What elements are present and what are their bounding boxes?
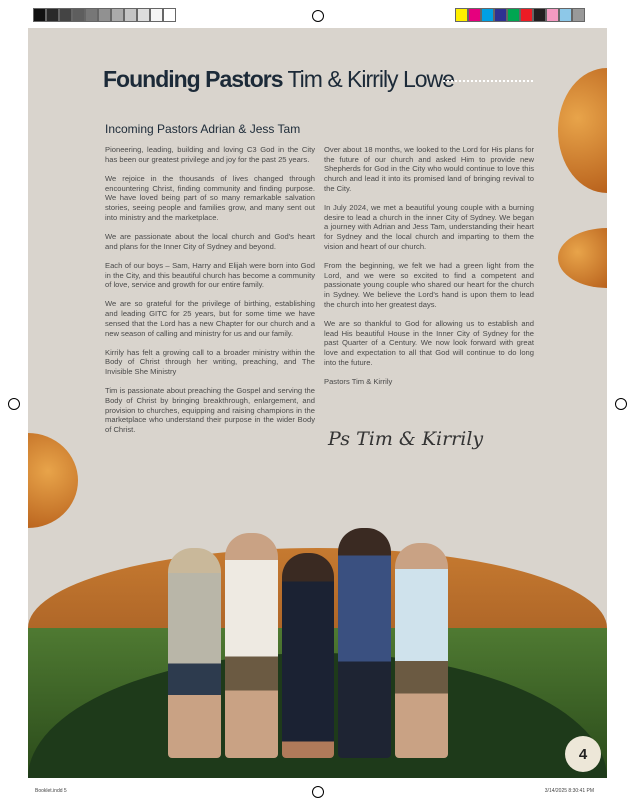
- registration-mark-icon: [312, 786, 324, 798]
- paragraph: Tim is passionate about preaching the Gospel and serving the Body of Christ by bringing breakthrough, enlargement, and provision to churches, equipping and raising champions in the marketplace who understand their purpose in the wider Body of Christ.: [105, 386, 315, 435]
- decorative-orb: [558, 228, 607, 288]
- color-swatch: [494, 8, 507, 22]
- registration-mark-icon: [615, 398, 627, 410]
- dotted-divider: [443, 80, 533, 82]
- color-swatch: [481, 8, 494, 22]
- paragraph: We are so grateful for the privilege of birthing, establishing and leading GITC for 25 years, but for some time we have sensed that the Lord has a new Chapter for our church and a new season of calling and ministry for us and our family.: [105, 299, 315, 338]
- color-bar: [455, 8, 585, 22]
- right-column: [324, 145, 534, 396]
- footer-filename: Booklet.indd 5: [35, 788, 67, 794]
- color-swatch: [572, 8, 585, 22]
- page-title: Founding Pastors Tim & Kirrily Lowe: [103, 66, 454, 92]
- color-swatch: [520, 8, 533, 22]
- paragraph: We are so thankful to God for allowing us to establish and lead His beautiful House in the Inner City of Sydney for the past Quarter of a Century. We now look forward with great love and expectation to all that God will continue to do long into the future.: [324, 319, 534, 367]
- paragraph: From the beginning, we felt we had a green light from the Lord, and we were so excited to find a competent and passionate young couple who shared our heart for the church in Sydney. We believe the Lord's hand is upon them to lead the church into her greatest days.: [324, 261, 534, 309]
- subtitle: Incoming Pastors Adrian & Jess Tam: [105, 122, 301, 136]
- booklet-page: [28, 28, 607, 778]
- paragraph: In July 2024, we met a beautiful young couple with a burning desire to lead a church in the inner City of Sydney. We began a journey with Adrian and Jess Tam, understanding their heart for Sydney and the local church and imparting to them the vision and heart of our church.: [324, 203, 534, 251]
- decorative-orb: [558, 68, 607, 193]
- paragraph: Each of our boys – Sam, Harry and Elijah were born into God in the City, and this beautiful church has become a community of love, service and growth for our entire family.: [105, 260, 315, 290]
- color-swatch: [533, 8, 546, 22]
- signature: Ps Tim & Kirrily: [328, 428, 484, 450]
- left-column: [105, 145, 315, 444]
- grayscale-bar: [33, 8, 176, 22]
- color-swatch: [455, 8, 468, 22]
- paragraph: Kirrily has felt a growing call to a broader ministry within the Body of Christ through her writing, preaching, and The Invisible She Ministry: [105, 347, 315, 377]
- paragraph: We are passionate about the local church and God's heart and plans for the Inner City of Sydney and beyond.: [105, 231, 315, 251]
- color-swatch: [546, 8, 559, 22]
- color-swatch: [507, 8, 520, 22]
- color-swatch: [468, 8, 481, 22]
- color-swatch: [559, 8, 572, 22]
- registration-mark-icon: [312, 10, 324, 22]
- registration-mark-icon: [8, 398, 20, 410]
- sign-off: Pastors Tim & Kirrily: [324, 377, 393, 387]
- decorative-orb: [28, 433, 78, 528]
- footer-timestamp: 3/14/2025 8:30:41 PM: [544, 788, 594, 794]
- page-number: 4: [565, 736, 601, 772]
- paragraph: Over about 18 months, we looked to the Lord for His plans for the future of our church and asked Him to provide new Shepherds for God in the City who would continue to love this church and lead it into its promised land of bringing revival to the City.: [324, 145, 534, 193]
- paragraph: We rejoice in the thousands of lives changed through encountering Christ, finding community and finding purpose. We have loved being part of so many remarkable salvation stories, seeing people and families grow, and many sent out into ministry and the marketplace.: [105, 173, 315, 222]
- paragraph: Pioneering, leading, building and loving C3 God in the City has been our greatest privilege and joy for the past 25 years.: [105, 145, 315, 164]
- family-photo: [168, 503, 448, 758]
